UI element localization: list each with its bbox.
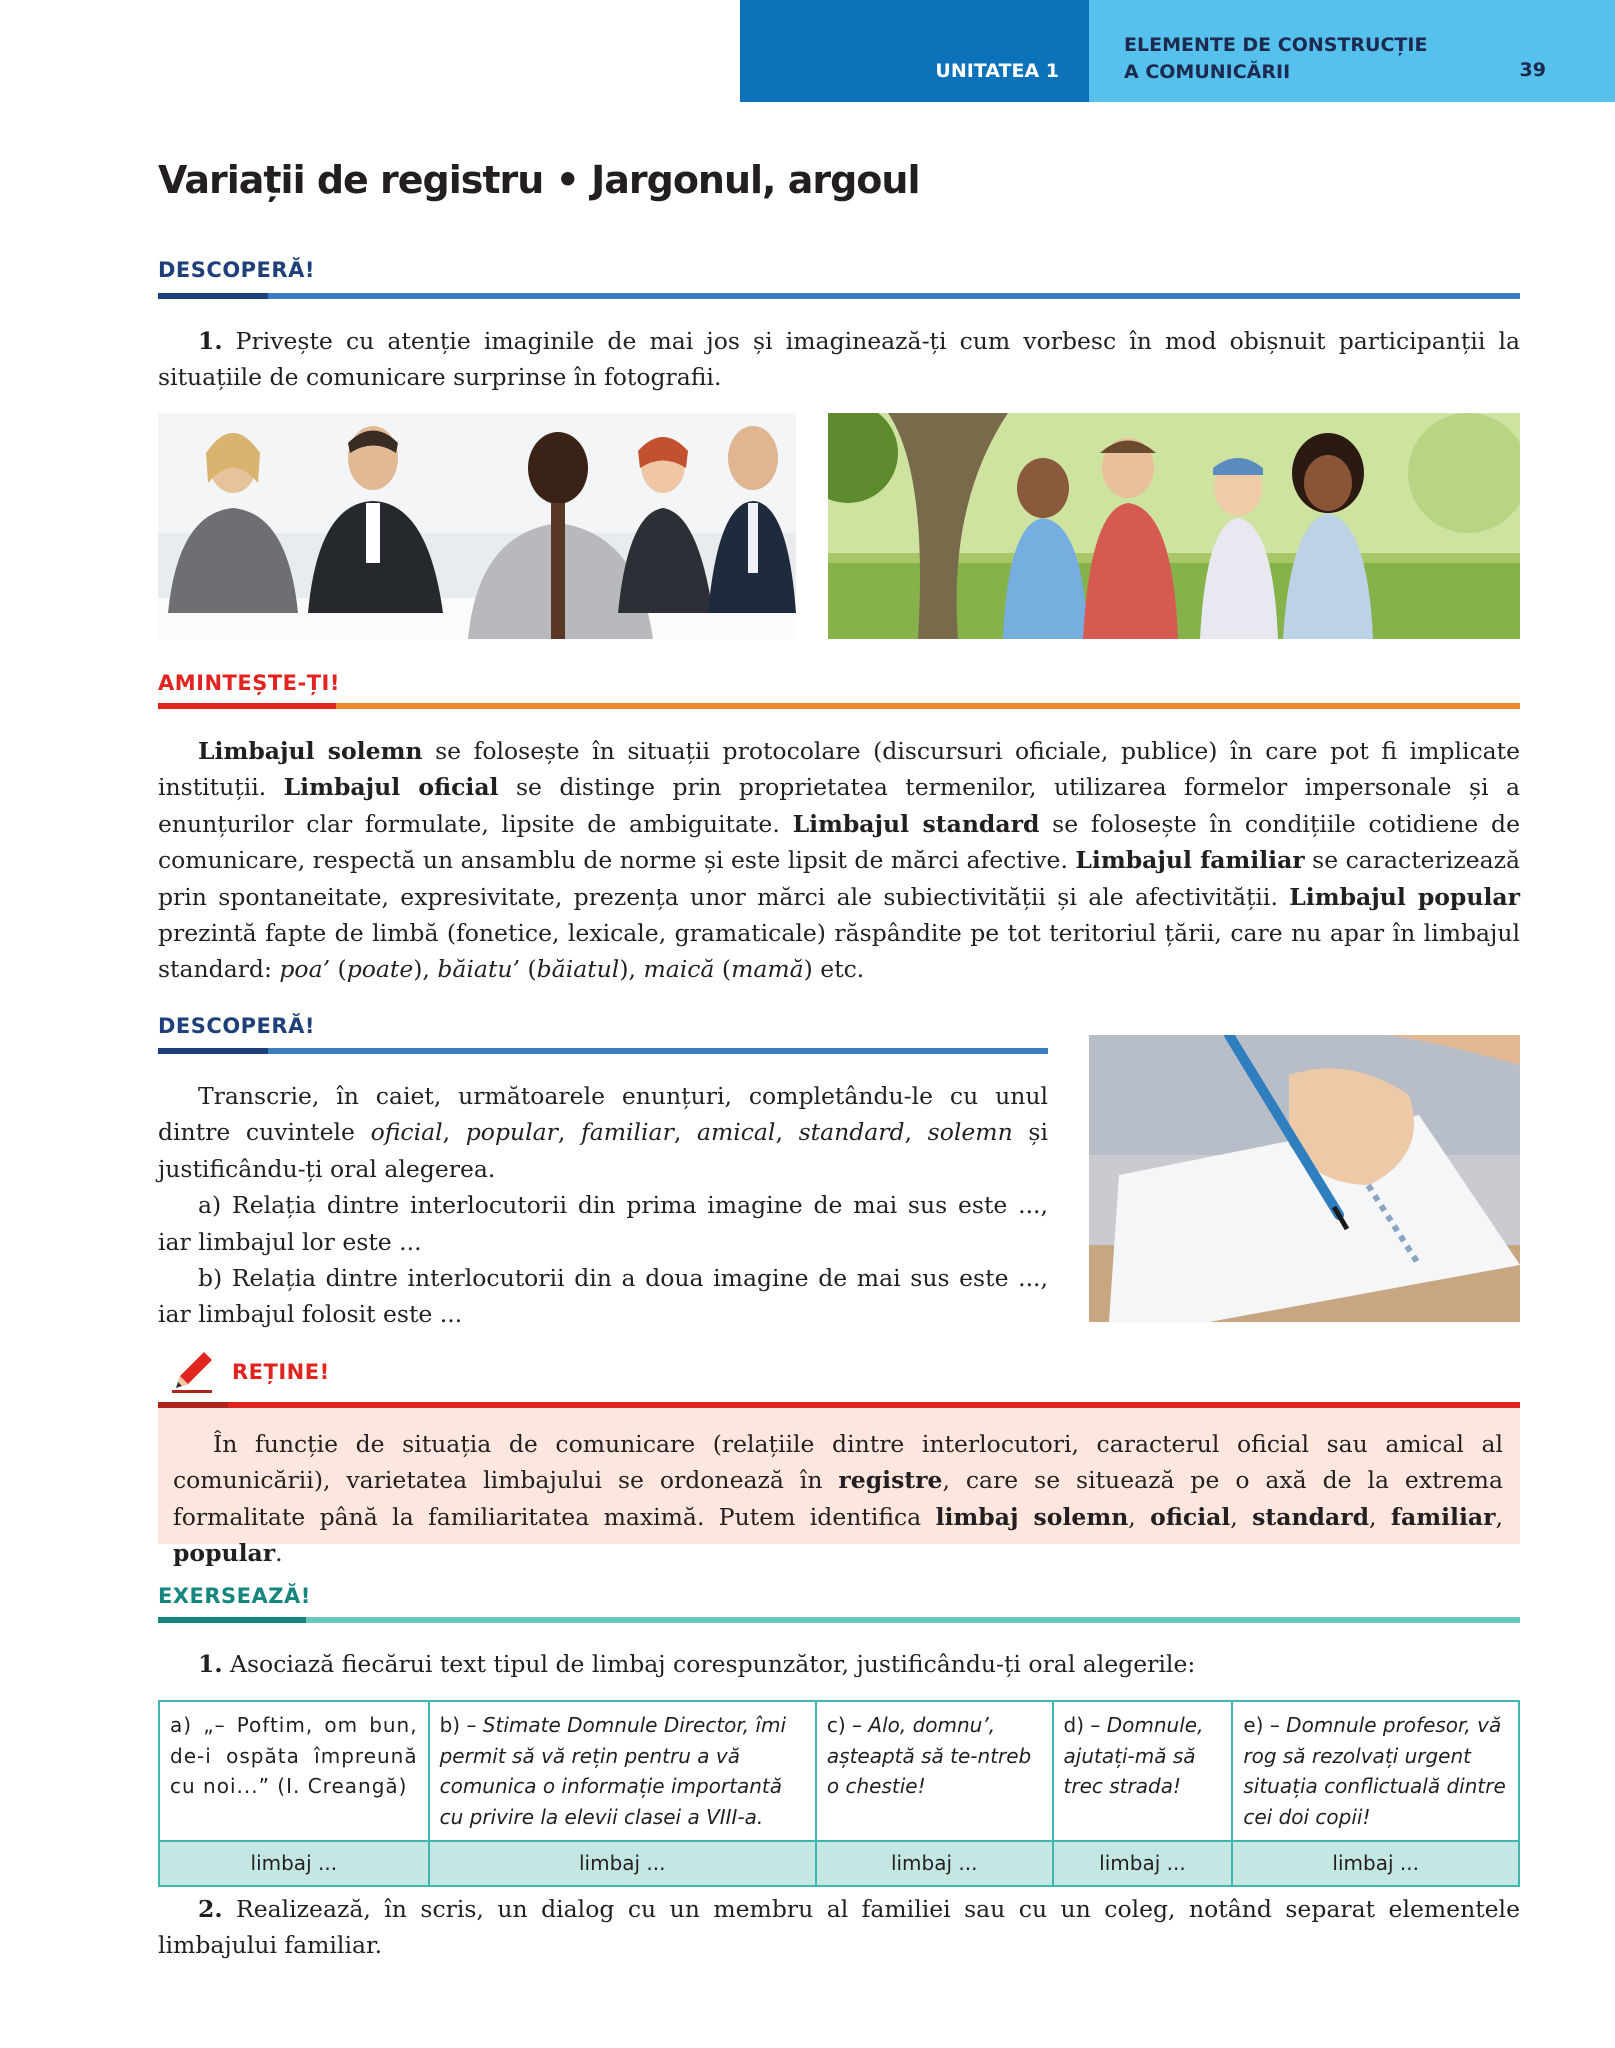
item-letter: e) xyxy=(1243,1713,1270,1737)
punctuation: ( xyxy=(330,955,347,984)
retine-text xyxy=(173,1426,1503,1572)
separator: , xyxy=(673,1118,697,1147)
item-letter: b) xyxy=(439,1713,467,1737)
section-label-descopera-2: DESCOPERĂ! xyxy=(158,1014,315,1038)
page-title: Variații de registru • Jargonul, argoul xyxy=(158,158,920,202)
punctuation: ), xyxy=(619,955,644,984)
retine-text-part: În funcție de situația de comunicare (relațiile dintre interlocutori, caracterul oficial sau amical al comunicării), varietatea limbajului se ordonează în xyxy=(173,1430,1503,1495)
term-limbaj-popular: Limbajul popular xyxy=(1289,882,1520,911)
question-text: Privește cu atenție imaginile de mai jos și imaginează-ți cum vorbesc în mod obișnuit participanții la situațiile de comunicare surprinse în fotografii. xyxy=(158,327,1520,392)
photo-interview xyxy=(158,413,796,639)
aminteste-text-part: se folosește în condițiile cotidiene de comunicare, respectă un ansamblu de norme și este lipsit de mărci afective. xyxy=(158,809,1520,875)
item-text: – Stimate Domnule Director, îmi permit să vă rețin pentru a vă comunica o informație importantă cu privire la elevii clasei a VIII-a. xyxy=(439,1713,787,1829)
option-word: oficial xyxy=(370,1118,443,1147)
separator: , xyxy=(775,1118,799,1147)
separator: , xyxy=(1495,1502,1503,1531)
section-label-retine: REȚINE! xyxy=(232,1360,330,1384)
retine-box xyxy=(158,1402,1520,1568)
section-rule-descopera-2 xyxy=(158,1048,1048,1054)
answer-cell[interactable]: limbaj ... xyxy=(816,1841,1053,1886)
punctuation: ), xyxy=(413,955,438,984)
answer-cell[interactable]: limbaj ... xyxy=(159,1841,429,1886)
item-text: „– Poftim, om bun, de-i ospăta împreună cu noi...” (I. Creangă) xyxy=(170,1713,418,1798)
punctuation: . xyxy=(275,1539,283,1568)
aminteste-text-part: se caracterizează prin spontaneitate, expresivitate, prezența unor mărci ale subiectivității și ale afectivității. xyxy=(158,846,1520,911)
item-letter: a) xyxy=(170,1713,204,1737)
question-text: Asociază fiecărui text tipul de limbaj corespunzător, justificându-ți oral alegerile: xyxy=(230,1650,1196,1678)
unit-label: UNITATEA 1 xyxy=(935,60,1059,82)
unit-tab xyxy=(740,0,1089,102)
example-word: băiatul xyxy=(536,955,620,984)
punctuation: ( xyxy=(714,955,732,984)
item-b: b) Relația dintre interlocutorii din a doua imagine de mai sus este ..., iar limbajul folosit este ... xyxy=(158,1264,1048,1329)
instruction-part: și justificându-ți oral alegerea. xyxy=(158,1118,1048,1183)
exercise-1-prompt xyxy=(158,1646,1520,1682)
section-rule-aminteste xyxy=(158,703,1520,709)
option-word: amical xyxy=(696,1118,776,1147)
option-word: standard xyxy=(798,1118,905,1147)
photo-writing-hand xyxy=(1089,1035,1520,1322)
item-a: a) Relația dintre interlocutorii din prima imagine de mai sus este ..., iar limbajul lor este ... xyxy=(158,1191,1048,1256)
photo-children-park xyxy=(828,413,1520,639)
descopera-1-text xyxy=(158,323,1520,396)
aminteste-text-part: prezintă fapte de limbă (fonetice, lexicale, gramaticale) răspândite pe tot teritoriul țării, care nu apar în limbajul standard: xyxy=(158,919,1520,984)
example-word: poa’ xyxy=(279,955,331,984)
example-word: băiatu’ xyxy=(437,955,520,984)
descopera-2-instruction xyxy=(158,1078,1048,1187)
option-word: solemn xyxy=(927,1118,1013,1147)
table-row-answers xyxy=(159,1841,1519,1886)
option-word: familiar xyxy=(581,1118,674,1147)
punctuation: ( xyxy=(520,955,537,984)
term-limbaj-standard: Limbajul standard xyxy=(792,809,1040,838)
table-cell-text-e xyxy=(1232,1701,1519,1841)
term-familiar: familiar xyxy=(1390,1502,1496,1531)
table-cell-text-b xyxy=(429,1701,816,1841)
chapter-title-line2: A COMUNICĂRII xyxy=(1124,61,1291,83)
page-number: 39 xyxy=(1519,59,1546,81)
answer-cell[interactable]: limbaj ... xyxy=(1232,1841,1519,1886)
separator: , xyxy=(1369,1502,1391,1531)
aminteste-text-part: se folosește în situații protocolare (discursuri oficiale, publice) în care pot fi implicate instituții. xyxy=(158,737,1520,802)
question-number: 1. xyxy=(198,327,223,355)
punctuation: ) etc. xyxy=(803,955,865,984)
retine-accent xyxy=(158,1402,228,1408)
aminteste-text-part: se distinge prin proprietatea termenilor, utilizarea formelor impersonale și a enunțurilor clar formulate, lipsite de ambiguitate. xyxy=(158,773,1520,838)
term-limbaj-solemn: Limbajul solemn xyxy=(198,737,423,765)
item-letter: c) xyxy=(826,1713,853,1737)
separator: , xyxy=(904,1118,928,1147)
item-letter: d) xyxy=(1063,1713,1091,1737)
section-label-aminteste: AMINTEȘTE-ȚI! xyxy=(158,671,340,695)
exercise-table xyxy=(158,1700,1520,1887)
term-limbaj-solemn: limbaj solemn xyxy=(935,1502,1129,1531)
separator: , xyxy=(1128,1502,1151,1531)
example-word: poate xyxy=(346,955,414,984)
item-text: – Alo, domnu’, așteaptă să te-ntreb o chestie! xyxy=(826,1713,1032,1798)
term-oficial: oficial xyxy=(1150,1502,1231,1531)
term-popular: popular xyxy=(173,1539,276,1568)
section-label-descopera-1: DESCOPERĂ! xyxy=(158,258,315,282)
option-word: popular xyxy=(465,1118,558,1147)
term-limbaj-familiar: Limbajul familiar xyxy=(1075,846,1305,875)
separator: , xyxy=(442,1118,466,1147)
question-number: 2. xyxy=(198,1895,223,1923)
section-label-exerseaza: EXERSEAZĂ! xyxy=(158,1584,311,1608)
table-cell-text-d xyxy=(1053,1701,1233,1841)
instruction-part: Transcrie, în caiet, următoarele enunțuri, completându-le cu unul dintre cuvintele xyxy=(158,1082,1048,1147)
item-text: – Domnule profesor, vă rog să rezolvați urgent situația conflictuală dintre cei doi copii! xyxy=(1243,1713,1506,1829)
term-standard: standard xyxy=(1252,1502,1370,1531)
table-row-texts xyxy=(159,1701,1519,1841)
section-rule-exerseaza xyxy=(158,1617,1520,1623)
term-registre: registre xyxy=(838,1466,943,1495)
chapter-title xyxy=(1124,32,1427,86)
descopera-2-text xyxy=(158,1078,1048,1333)
retine-text-part: , care se situează pe o axă de la extrema formalitate până la familiaritatea maximă. Putem identifica xyxy=(173,1466,1503,1531)
separator: , xyxy=(557,1118,582,1147)
example-word: maică xyxy=(643,955,715,984)
term-limbaj-oficial: Limbajul oficial xyxy=(283,773,499,802)
example-word: mamă xyxy=(731,955,804,984)
question-text: Realizează, în scris, un dialog cu un membru al familiei sau cu un coleg, notând separat elementele limbajului familiar. xyxy=(158,1895,1520,1960)
pencil-icon xyxy=(170,1348,216,1394)
aminteste-text xyxy=(158,733,1520,988)
section-rule-descopera-1 xyxy=(158,293,1520,299)
table-cell-text-a xyxy=(159,1701,429,1841)
separator: , xyxy=(1230,1502,1253,1531)
answer-cell[interactable]: limbaj ... xyxy=(1053,1841,1233,1886)
item-text: – Domnule, ajutați-mă să trec strada! xyxy=(1063,1713,1204,1798)
answer-cell[interactable]: limbaj ... xyxy=(429,1841,816,1886)
table-cell-text-c xyxy=(816,1701,1053,1841)
question-number: 1. xyxy=(198,1650,223,1678)
chapter-tab xyxy=(1089,0,1615,102)
chapter-title-line1: ELEMENTE DE CONSTRUCȚIE xyxy=(1124,34,1428,56)
exercise-2-prompt xyxy=(158,1891,1520,1964)
